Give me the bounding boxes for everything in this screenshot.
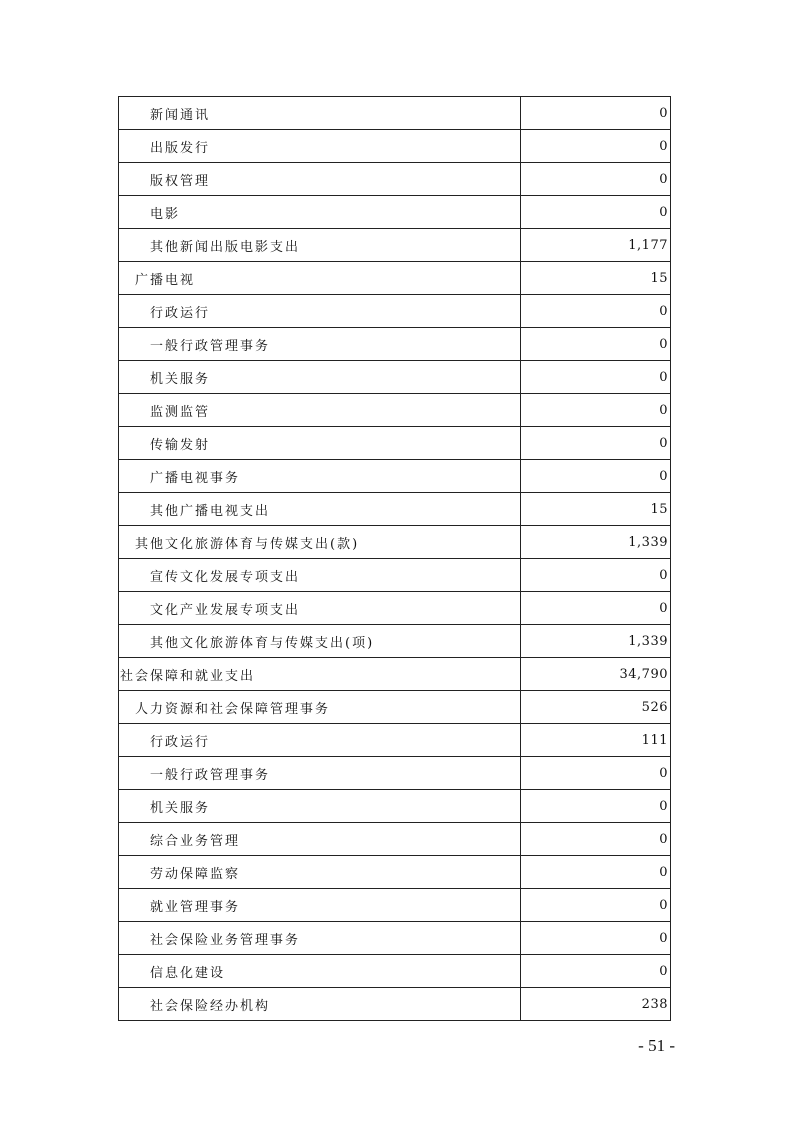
amount-cell: 0 [521,823,671,856]
table-row [119,97,671,130]
amount-cell: 111 [521,724,671,757]
item-name-cell: 信息化建设 [119,955,521,988]
table-row [119,526,671,559]
table-row [119,823,671,856]
item-name-cell: 社会保险业务管理事务 [119,922,521,955]
page-number: - 51 - [638,1036,675,1055]
table-row [119,460,671,493]
amount-cell: 0 [521,757,671,790]
table-row [119,757,671,790]
amount-cell: 0 [521,163,671,196]
item-name-cell: 版权管理 [119,163,521,196]
amount-cell: 1,339 [521,526,671,559]
item-name-cell: 监测监管 [119,394,521,427]
amount-cell: 0 [521,889,671,922]
table-row [119,559,671,592]
item-name-cell: 综合业务管理 [119,823,521,856]
amount-cell: 0 [521,361,671,394]
table-row [119,889,671,922]
amount-cell: 0 [521,427,671,460]
amount-cell: 0 [521,790,671,823]
item-name-cell: 文化产业发展专项支出 [119,592,521,625]
amount-cell: 0 [521,394,671,427]
item-name-cell: 广播电视 [119,262,521,295]
item-name-cell: 社会保险经办机构 [119,988,521,1021]
table-row [119,163,671,196]
table-row [119,658,671,691]
amount-cell: 0 [521,856,671,889]
table-row [119,394,671,427]
amount-cell: 15 [521,262,671,295]
item-name-cell: 人力资源和社会保障管理事务 [119,691,521,724]
item-name-cell: 行政运行 [119,724,521,757]
table-row [119,295,671,328]
item-name-cell: 行政运行 [119,295,521,328]
table-body [119,97,671,1021]
item-name-cell: 宣传文化发展专项支出 [119,559,521,592]
amount-cell: 0 [521,922,671,955]
item-name-cell: 机关服务 [119,361,521,394]
amount-cell: 0 [521,295,671,328]
item-name-cell: 一般行政管理事务 [119,757,521,790]
item-name-cell: 劳动保障监察 [119,856,521,889]
table-row [119,988,671,1021]
table-row [119,130,671,163]
table-row [119,493,671,526]
table-row [119,361,671,394]
item-name-cell: 传输发射 [119,427,521,460]
amount-cell: 0 [521,328,671,361]
item-name-cell: 电影 [119,196,521,229]
amount-cell: 0 [521,955,671,988]
item-name-cell: 出版发行 [119,130,521,163]
amount-cell: 0 [521,460,671,493]
item-name-cell: 其他文化旅游体育与传媒支出(项) [119,625,521,658]
amount-cell: 0 [521,130,671,163]
amount-cell: 0 [521,559,671,592]
amount-cell: 526 [521,691,671,724]
table-row [119,790,671,823]
table-row [119,196,671,229]
table-row [119,229,671,262]
table-row [119,427,671,460]
item-name-cell: 其他广播电视支出 [119,493,521,526]
item-name-cell: 广播电视事务 [119,460,521,493]
table-row [119,724,671,757]
amount-cell: 0 [521,97,671,130]
item-name-cell: 一般行政管理事务 [119,328,521,361]
item-name-cell: 其他文化旅游体育与传媒支出(款) [119,526,521,559]
item-name-cell: 就业管理事务 [119,889,521,922]
table-row [119,328,671,361]
table-row [119,592,671,625]
amount-cell: 1,339 [521,625,671,658]
amount-cell: 34,790 [521,658,671,691]
amount-cell: 15 [521,493,671,526]
table-row [119,691,671,724]
table-row [119,922,671,955]
table-row [119,955,671,988]
amount-cell: 0 [521,196,671,229]
item-name-cell: 社会保障和就业支出 [119,658,521,691]
item-name-cell: 机关服务 [119,790,521,823]
amount-cell: 238 [521,988,671,1021]
table-row [119,856,671,889]
amount-cell: 1,177 [521,229,671,262]
item-name-cell: 新闻通讯 [119,97,521,130]
amount-cell: 0 [521,592,671,625]
table-row [119,625,671,658]
item-name-cell: 其他新闻出版电影支出 [119,229,521,262]
table-row [119,262,671,295]
budget-table [118,96,671,1021]
